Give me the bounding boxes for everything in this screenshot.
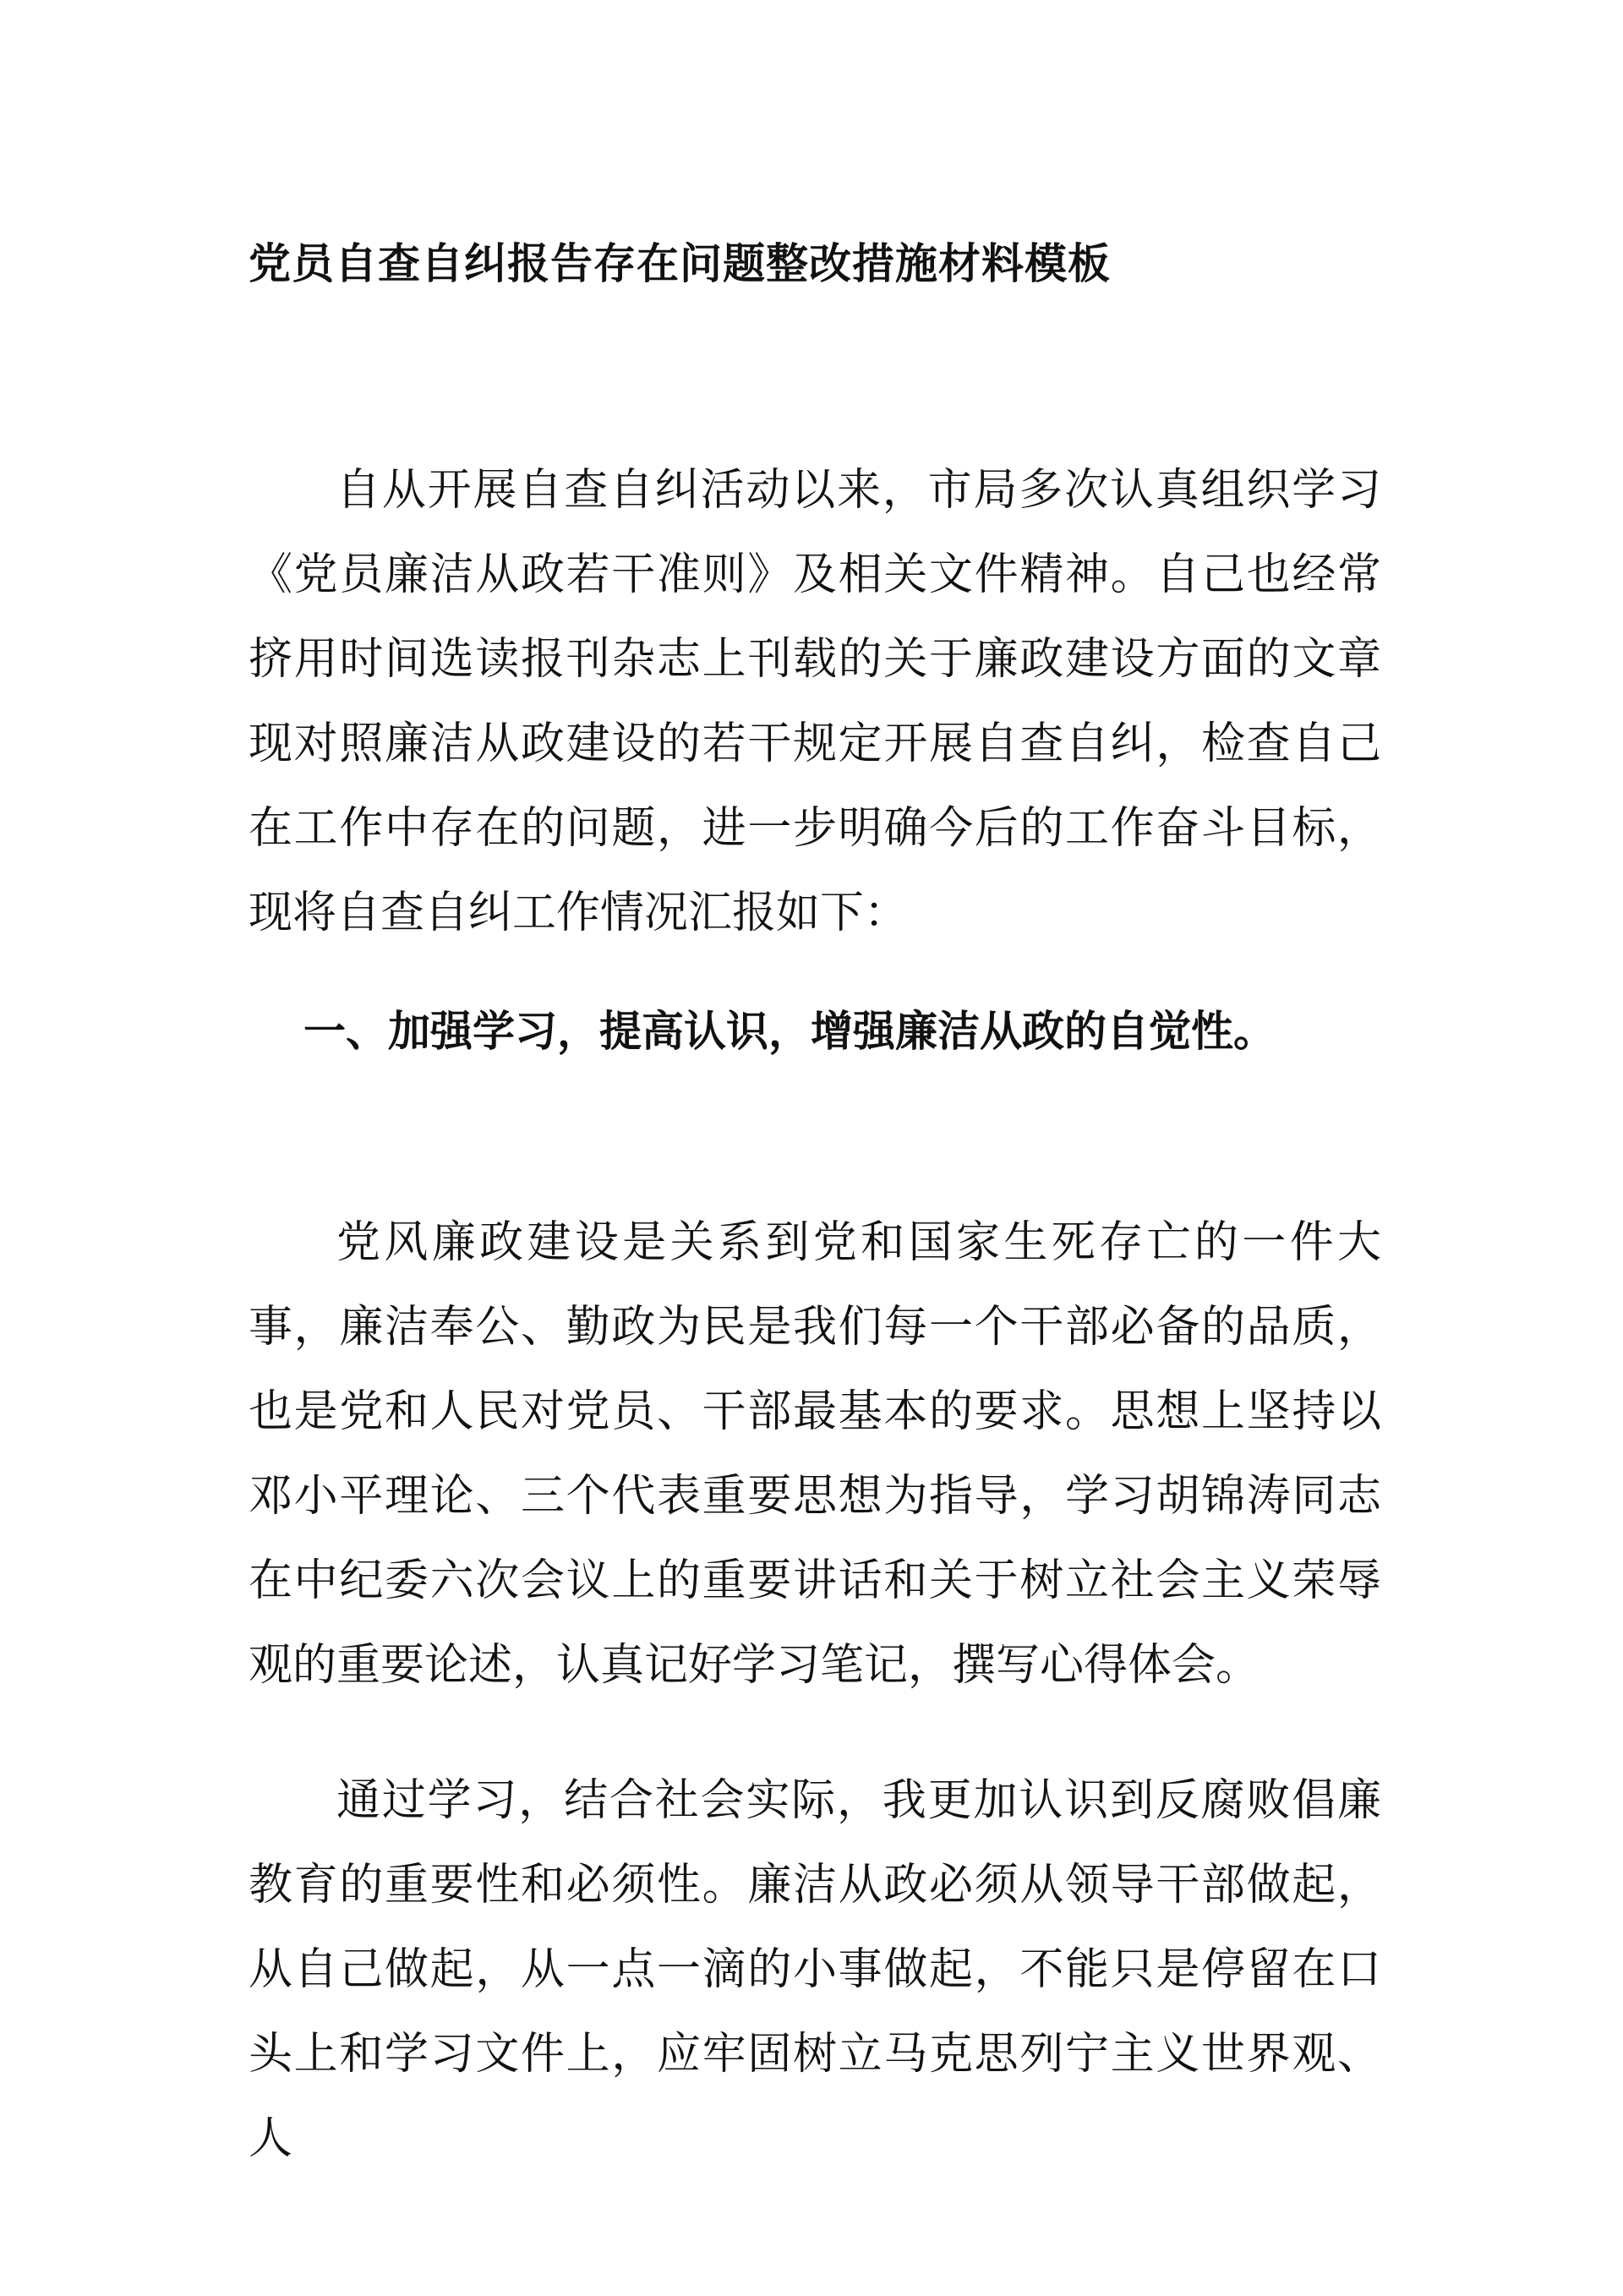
document-title: 党员自查自纠报告存在问题整改措施材料模板 — [249, 239, 1111, 288]
intro-paragraph: 自从开展自查自纠活动以来，市局多次认真组织学习《党员廉洁从政若干准则》及相关文件精神。自己也经常挤用时间选读报刊杂志上刊载的关于廉政建设方面的文章现对照廉洁从政建设的若干规定开展自查自纠，检查自己在工作中存在的问题，进一步明确今后的工作奋斗目标，现将自查自纠工作情况汇报如下： — [249, 465, 1381, 938]
section-heading-1: 一、加强学习，提高认识，增强廉洁从政的自觉性。 — [303, 1007, 1276, 1056]
section-1-paragraph-2: 通过学习，结合社会实际，我更加认识到反腐败倡廉教育的重要性和必须性。廉洁从政必须从领导干部做起，从自己做起，从一点一滴的小事做起，不能只是停留在口头上和学习文件上，应牢固树立马克思列宁主义世界观、人 — [249, 1775, 1381, 2164]
section-1-paragraph-1: 党风廉政建设是关系到党和国家生死存亡的一件大事，廉洁奉公、勤政为民是我们每一个干部必备的品质，也是党和人民对党员、干部最基本的要求。思想上坚持以邓小平理论、三个代表重要思想为指导，学习胡锦涛同志在中纪委六次会议上的重要讲话和关于树立社会主义荣辱观的重要论述，认真记好学习笔记，撰写心得体会。 — [249, 1217, 1381, 1691]
